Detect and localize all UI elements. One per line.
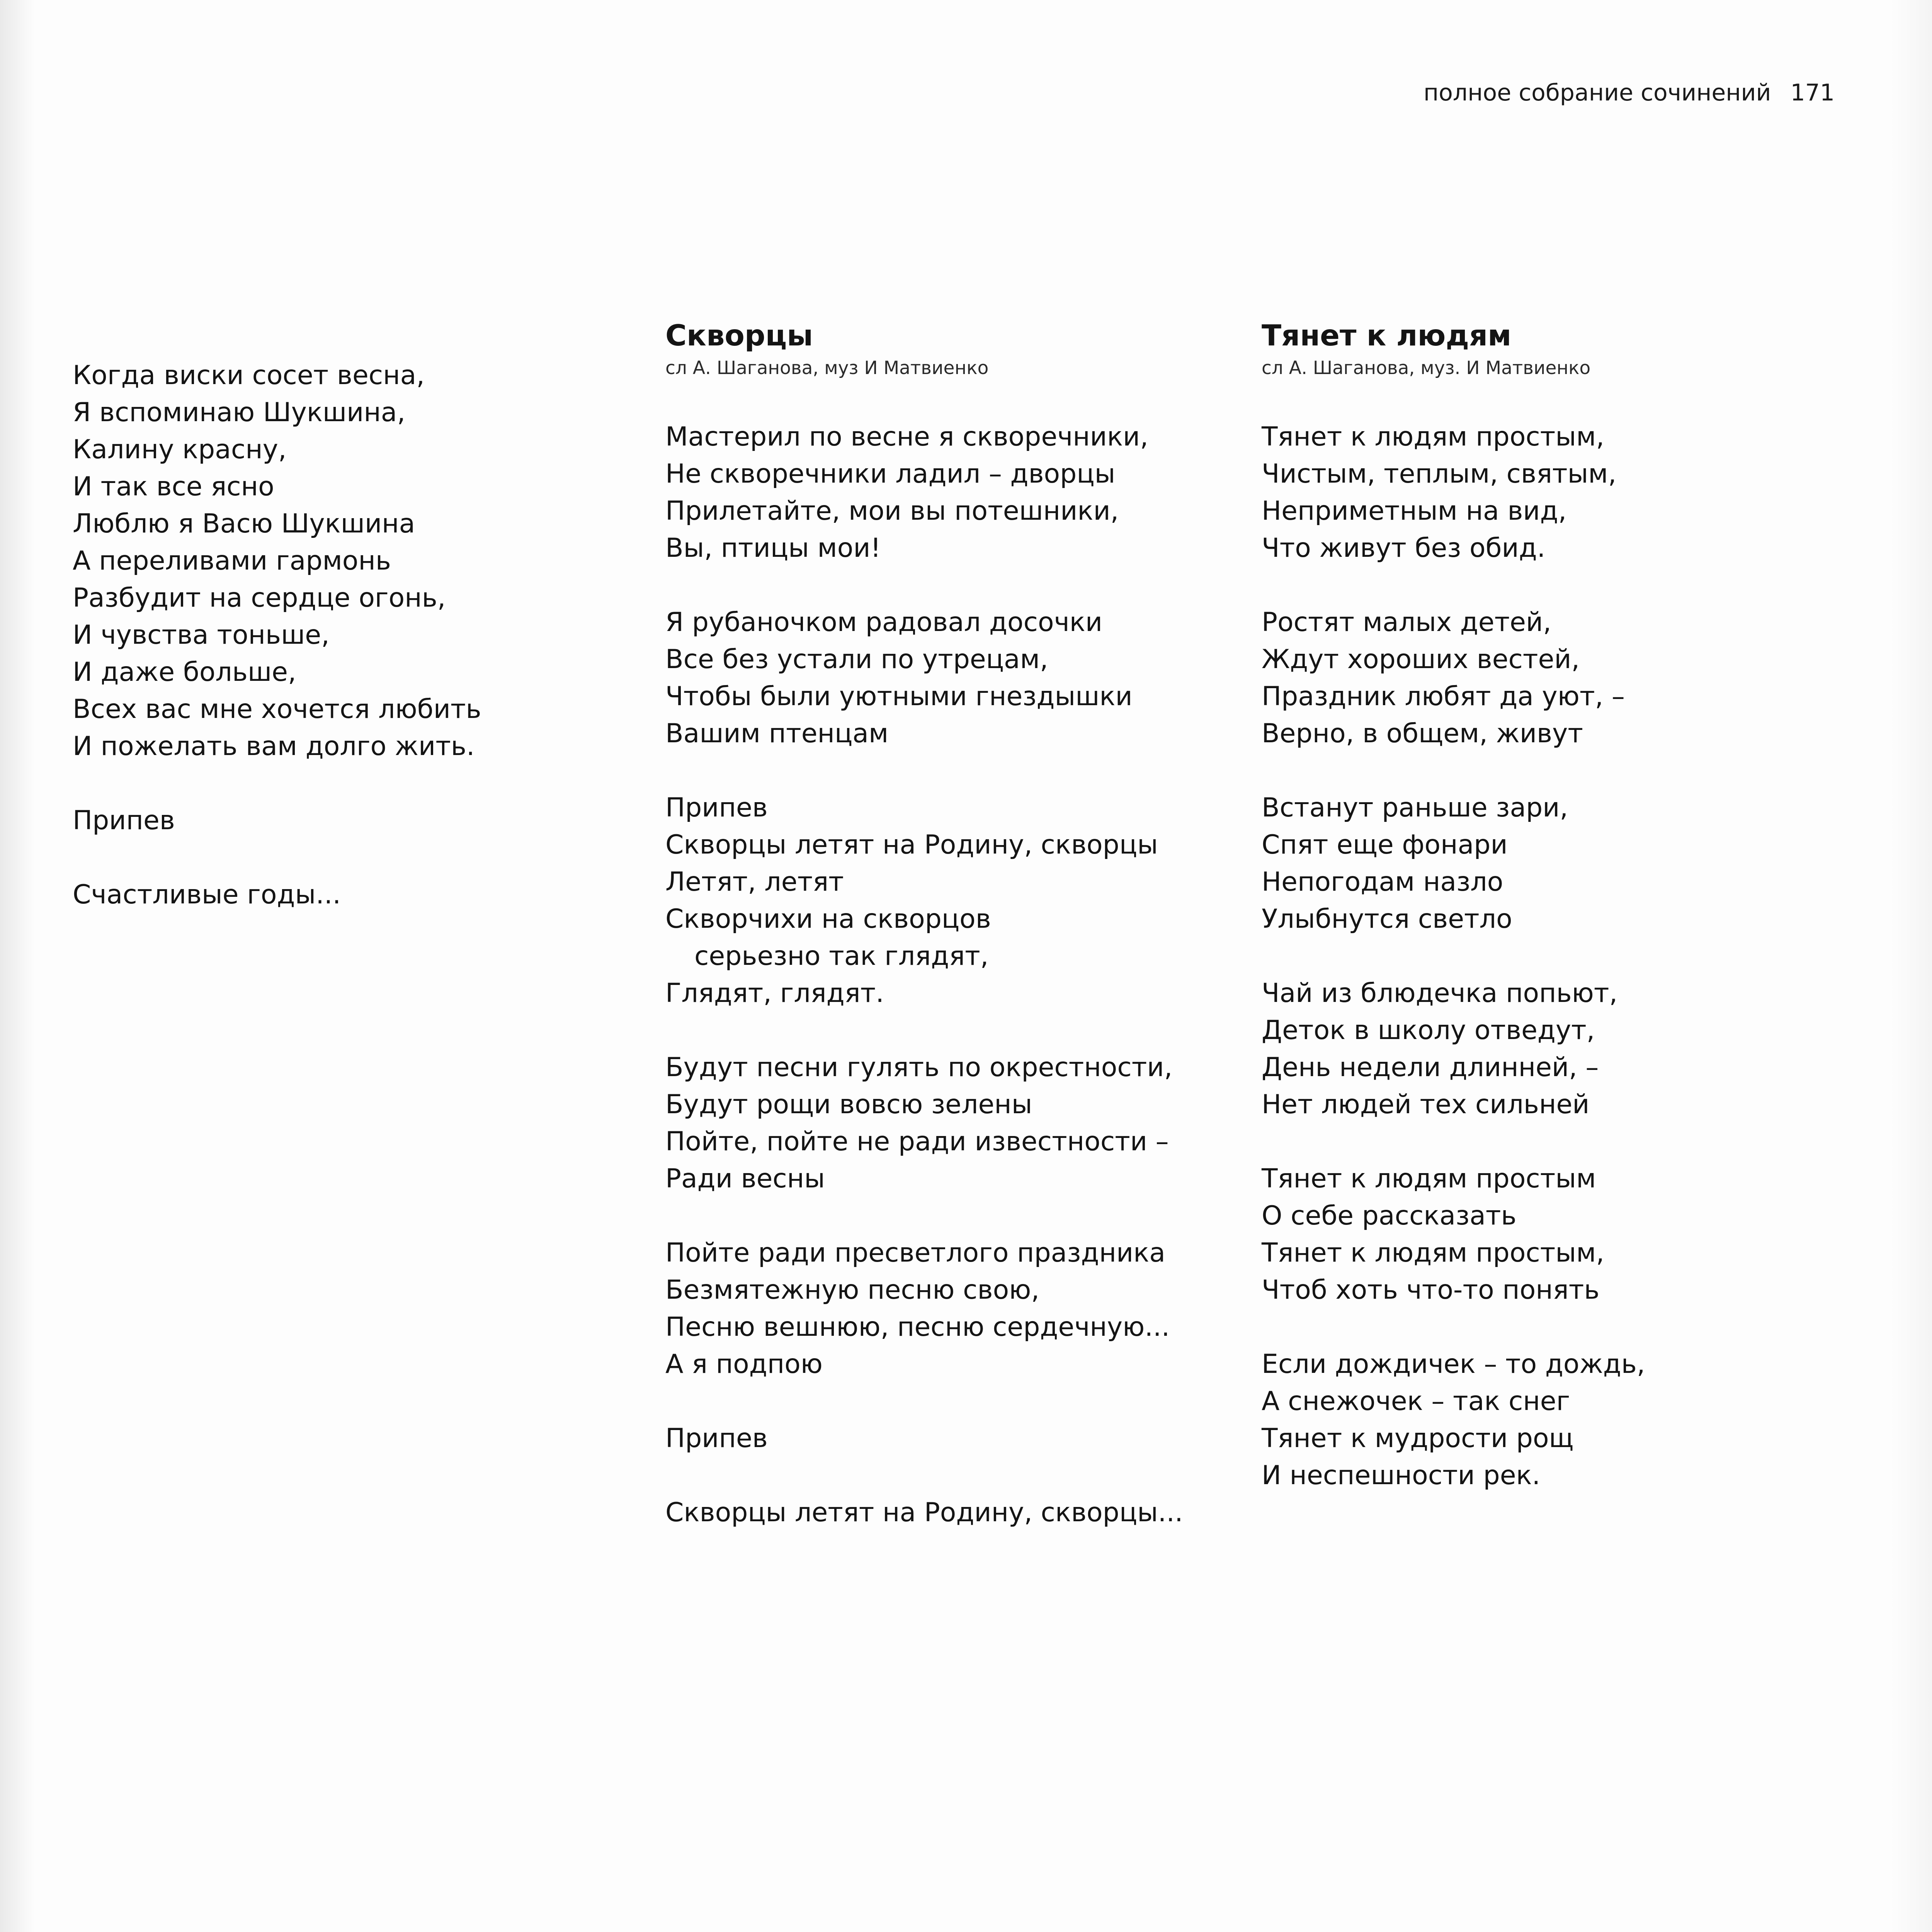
stanza <box>73 357 481 765</box>
lyric-line: Не скворечники ладил – дворцы <box>665 459 1116 489</box>
stanza <box>73 876 481 913</box>
lyric-line: А я подпою <box>665 1349 823 1379</box>
song-skvortsy <box>665 316 1183 1568</box>
lyric-line: Мастерил по весне я скворечники, <box>665 422 1148 452</box>
lyric-line: серьезно так глядят, <box>694 941 989 971</box>
stanza <box>665 604 1183 752</box>
lyric-line: О себе рассказать <box>1262 1201 1517 1231</box>
lyric-line: Будут песни гулять по окрестности, <box>665 1052 1173 1083</box>
lyric-line: Песню вешнюю, песню сердечную... <box>665 1312 1170 1342</box>
stanza-chorus <box>665 789 1183 1012</box>
column-continuation <box>73 357 481 951</box>
lyric-line: Калину красну, <box>73 434 287 465</box>
chorus-label: Припев <box>73 805 175 836</box>
lyric-line: Деток в школу отведут, <box>1262 1015 1595 1046</box>
lyric-line: Если дождичек – то дождь, <box>1262 1349 1645 1379</box>
lyric-line: Будут рощи вовсю зелены <box>665 1089 1032 1120</box>
lyric-line: Нет людей тех сильней <box>1262 1089 1590 1120</box>
stanza <box>1262 789 1645 938</box>
stanza <box>1262 1160 1645 1309</box>
song-title: Скворцы <box>665 318 813 352</box>
song-credits: сл А. Шаганова, муз И Матвиенко <box>665 357 989 379</box>
lyric-line: Верно, в общем, живут <box>1262 718 1583 749</box>
lyric-line: И неспешности рек. <box>1262 1460 1541 1491</box>
lyric-line: Безмятежную песню свою, <box>665 1275 1040 1305</box>
stanza <box>1262 418 1645 567</box>
lyric-line: А снежочек – так снег <box>1262 1386 1570 1417</box>
lyric-line: Чтоб хоть что-то понять <box>1262 1275 1600 1305</box>
lyric-line: Пойте ради пресветлого праздника <box>665 1238 1165 1268</box>
stanza <box>665 1235 1183 1383</box>
lyric-line: Неприметным на вид, <box>1262 496 1567 526</box>
lyric-line: Ростят малых детей, <box>1262 607 1551 638</box>
lyric-line: Что живут без обид. <box>1262 533 1546 563</box>
lyric-line: Скворчихи на скворцов <box>665 904 991 934</box>
lyric-line: Скворцы летят на Родину, скворцы... <box>665 1497 1183 1528</box>
stanza <box>1262 975 1645 1123</box>
lyric-line: Я рубаночком радовал досочки <box>665 607 1103 638</box>
lyric-line: Спят еще фонари <box>1262 830 1508 860</box>
stanza <box>665 1049 1183 1197</box>
lyric-line: И чувства тоньше, <box>73 620 330 650</box>
lyric-line: Тянет к людям простым <box>1262 1163 1596 1194</box>
lyric-line: Улыбнутся светло <box>1262 904 1512 934</box>
chorus-label: Припев <box>665 1423 768 1454</box>
running-header <box>1423 79 1835 106</box>
lyric-line: Встанут раньше зари, <box>1262 793 1568 823</box>
chorus-label: Припев <box>665 793 768 823</box>
lyric-line: Ждут хороших вестей, <box>1262 644 1580 675</box>
lyric-line: День недели длинней, – <box>1262 1052 1599 1083</box>
lyric-line: Пойте, пойте не ради известности – <box>665 1126 1169 1157</box>
lyric-line: Праздник любят да уют, – <box>1262 681 1625 712</box>
lyric-line: Непогодам назло <box>1262 867 1503 897</box>
song-tyanet-k-lyudyam <box>1262 316 1645 1531</box>
lyric-line: Когда виски сосет весна, <box>73 360 425 391</box>
lyric-line: Тянет к людям простым, <box>1262 422 1605 452</box>
lyric-line: Разбудит на сердце огонь, <box>73 583 446 613</box>
page-gutter-shade <box>0 0 35 1932</box>
lyric-line: Тянет к мудрости рощ <box>1262 1423 1574 1454</box>
stanza <box>1262 604 1645 752</box>
lyric-line: Вашим птенцам <box>665 718 889 749</box>
lyric-line: Все без устали по утрецам, <box>665 644 1048 675</box>
lyric-line: И пожелать вам долго жить. <box>73 731 475 762</box>
lyric-line: Чистым, теплым, святым, <box>1262 459 1617 489</box>
lyric-line: И даже больше, <box>73 657 296 687</box>
lyric-line: Чтобы были уютными гнездышки <box>665 681 1133 712</box>
lyric-line: А переливами гармонь <box>73 546 391 576</box>
lyric-line: Вы, птицы мои! <box>665 533 881 563</box>
page-edge-shade <box>1891 0 1932 1932</box>
lyric-line: Прилетайте, мои вы потешники, <box>665 496 1119 526</box>
stanza-chorus <box>665 1420 1183 1457</box>
lyric-line: Летят, летят <box>665 867 844 897</box>
lyric-line: Счастливые годы... <box>73 879 341 910</box>
lyric-line: Я вспоминаю Шукшина, <box>73 397 406 428</box>
page-number: 171 <box>1790 79 1835 106</box>
book-title: полное собрание сочинений <box>1423 79 1771 106</box>
stanza-chorus <box>73 802 481 839</box>
stanza <box>665 418 1183 567</box>
lyric-line: Всех вас мне хочется любить <box>73 694 481 724</box>
stanza <box>1262 1346 1645 1494</box>
lyric-line: Люблю я Васю Шукшина <box>73 509 415 539</box>
lyric-line: Чай из блюдечка попьют, <box>1262 978 1618 1009</box>
lyric-line: Скворцы летят на Родину, скворцы <box>665 830 1158 860</box>
lyric-line: Тянет к людям простым, <box>1262 1238 1605 1268</box>
lyric-line: И так все ясно <box>73 471 274 502</box>
song-title: Тянет к людям <box>1262 318 1512 352</box>
stanza <box>665 1494 1183 1531</box>
lyric-line: Ради весны <box>665 1163 825 1194</box>
song-credits: сл А. Шаганова, муз. И Матвиенко <box>1262 357 1591 379</box>
lyric-line: Глядят, глядят. <box>665 978 884 1009</box>
